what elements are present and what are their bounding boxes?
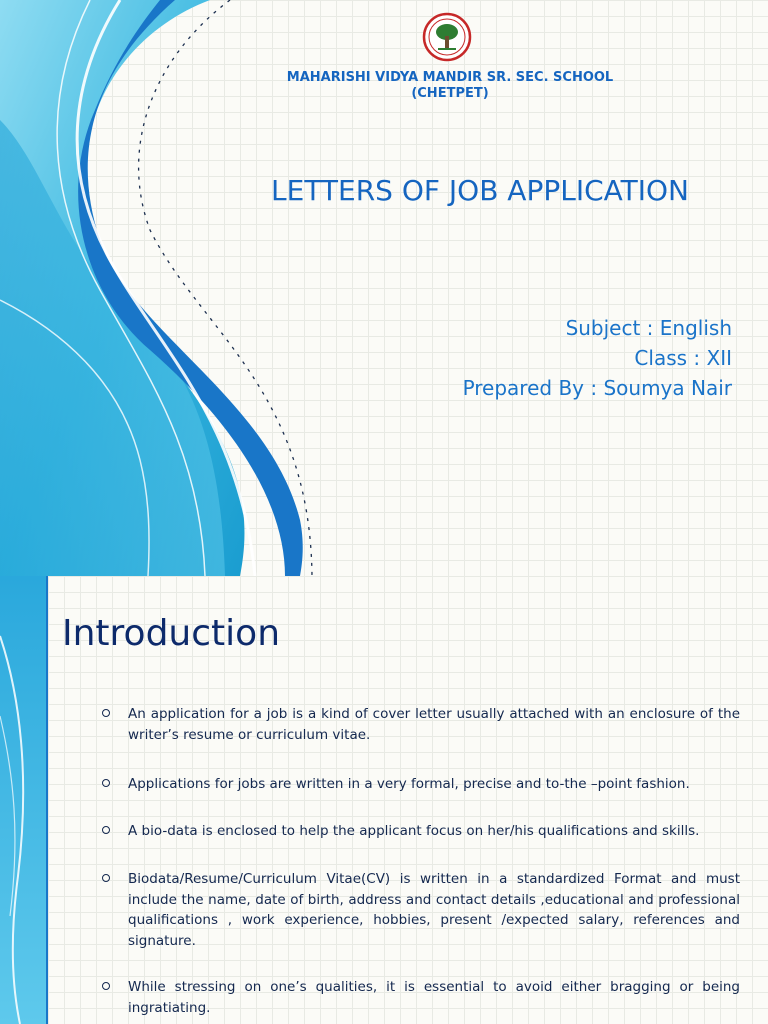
subject-text: Subject : English: [565, 316, 732, 340]
bullet-text: An application for a job is a kind of cover letter usually attached with an enclosure of the writer’s resume or curriculum vitae.: [128, 706, 740, 743]
prepared-by-text: Prepared By : Soumya Nair: [462, 376, 732, 400]
class-text: Class : XII: [634, 346, 732, 370]
slide-title: LETTERS OF JOB APPLICATION: [271, 174, 689, 207]
hollow-circle-bullet-icon: [102, 874, 110, 882]
introduction-slide: [0, 576, 768, 1024]
introduction-heading: Introduction: [62, 613, 281, 654]
hollow-circle-bullet-icon: [102, 779, 110, 787]
hollow-circle-bullet-icon: [102, 709, 110, 717]
bullet-text: Applications for jobs are written in a very formal, precise and to-the –point fashion.: [128, 776, 690, 792]
bullet-text: While stressing on one’s qualities, it is essential to avoid either bragging or being ingratiating.: [128, 979, 740, 1016]
school-emblem-icon: [422, 12, 472, 62]
bullet-text: A bio-data is enclosed to help the applicant focus on her/his qualifications and skills.: [128, 823, 700, 839]
blue-wave-strip: [0, 576, 60, 1024]
hollow-circle-bullet-icon: [102, 826, 110, 834]
list-item: [102, 821, 699, 842]
bullet-text: Biodata/Resume/Curriculum Vitae(CV) is written in a standardized Format and must include the name, date of birth, address and contact details ,educational and professional qualifications , work experience, hobbies, present /expected salary, references and signature.: [128, 871, 740, 949]
school-location: (CHETPET): [411, 86, 489, 101]
list-item: [102, 774, 690, 795]
list-item: [102, 704, 740, 745]
hollow-circle-bullet-icon: [102, 982, 110, 990]
list-item: [102, 977, 740, 1018]
school-name: MAHARISHI VIDYA MANDIR SR. SEC. SCHOOL: [286, 70, 614, 85]
list-item: [102, 869, 740, 951]
